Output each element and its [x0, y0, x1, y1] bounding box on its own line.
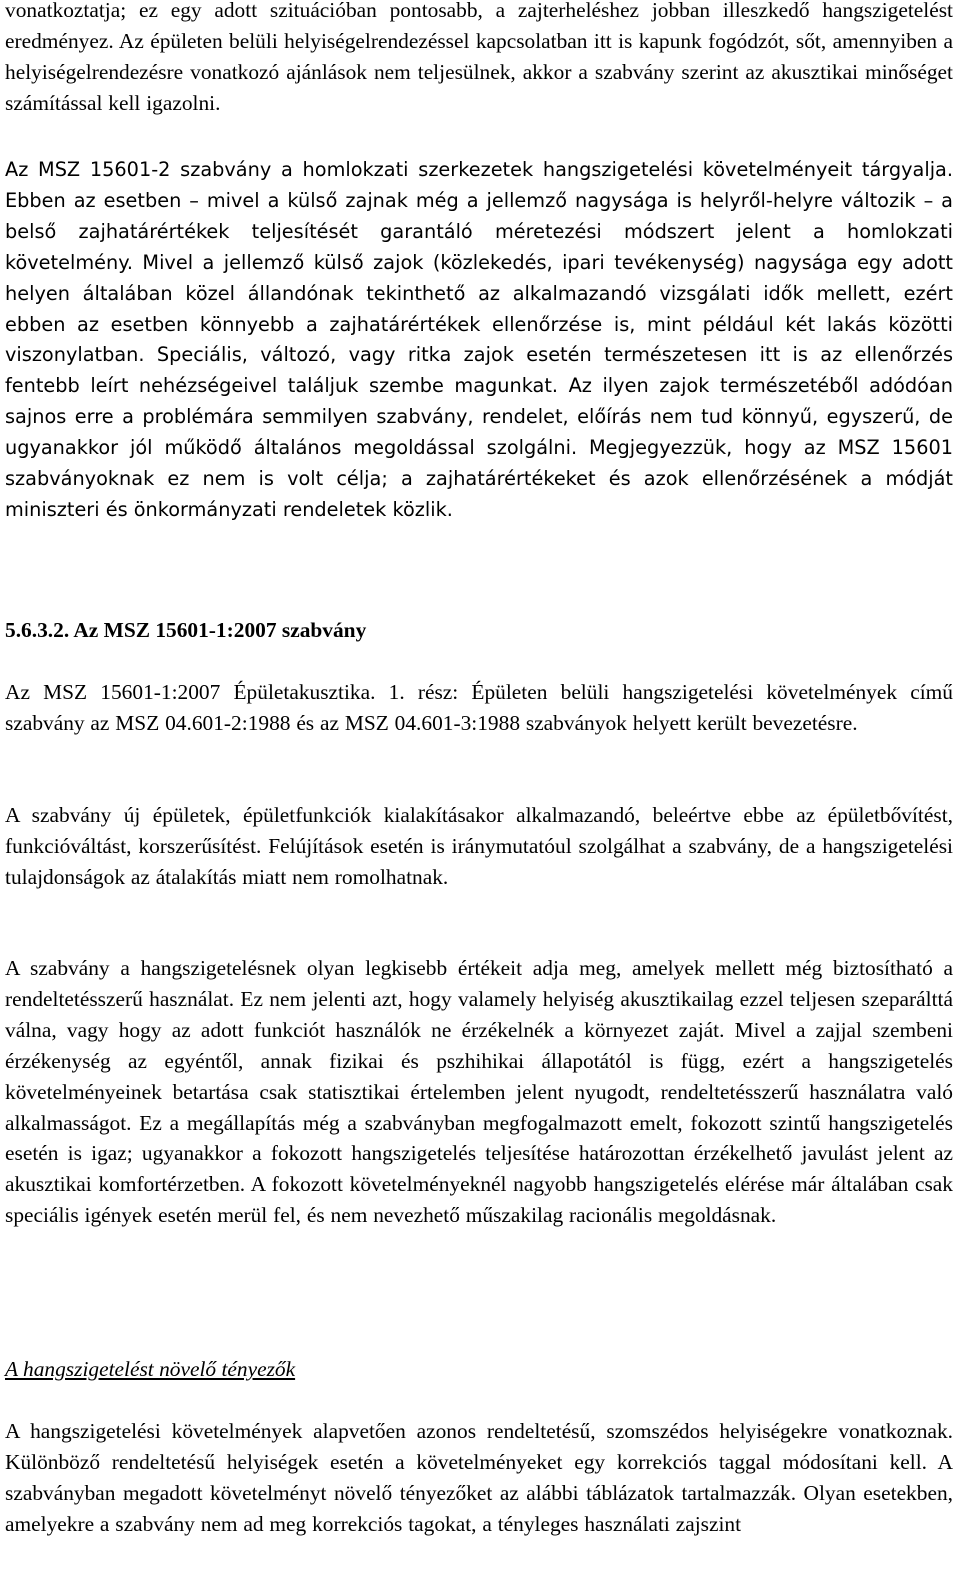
- body-paragraph: Az MSZ 15601-1:2007 Épületakusztika. 1. rész: Épületen belüli hangszigetelési követelmények című szabvány az MSZ 04.601-2:1988 és az MSZ 04.601-3:1988 szabványok helyett került bevezetésre.: [5, 680, 953, 735]
- section-heading: 5.6.3.2. Az MSZ 15601-1:2007 szabvány: [5, 618, 367, 642]
- body-paragraph: Az MSZ 15601-2 szabvány a homlokzati szerkezetek hangszigetelési követelményeit tárgyalja. Ebben az esetben – mivel a külső zajnak még a jellemző nagysága is helyről-helyre változik – a belső zajhatárértékek teljesítését garantáló méretezési módszert jelent a homlokzati követelmény. Mivel a jellemző külső zajok (közlekedés, ipari tevékenység) nagysága egy adott helyen általában közel állandónak tekinthető az alkalmazandó vizsgálati idők mellett, ezért ebben az esetben könnyebb a zajhatárértékek ellenőrzése is, mint például két lakás közötti viszonylatban. Speciális, változó, vagy ritka zajok esetén természetesen itt is az ellenőrzés fentebb leírt nehézségeivel találjuk szembe magunkat. Az ilyen zajok természetéből adódóan sajnos erre a problémára semmilyen szabvány, rendelet, előírás nem tud könnyű, egyszerű, de ugyanakkor jól működő általános megoldással szolgálni. Megjegyezzük, hogy az MSZ 15601 szabványoknak ez nem is volt célja; a zajhatárértékeket és azok ellenőrzésének a módját miniszteri és önkormányzati rendeletek közlik.: [5, 158, 953, 521]
- body-paragraph: A szabvány új épületek, épületfunkciók kialakításakor alkalmazandó, beleértve ebbe az épületbővítést, funkcióváltást, korszerűsítést. Felújítások esetén is iránymutatóul szolgálhat a szabvány, de a hangszigetelési tulajdonságok az átalakítás miatt nem romolhatnak.: [5, 803, 953, 889]
- subheading: A hangszigetelést növelő tényezők: [5, 1357, 296, 1381]
- body-paragraph: vonatkoztatja; ez egy adott szituációban pontosabb, a zajterheléshez jobban illeszkedő hangszigetelést eredményez. Az épületen belüli helyiségelrendezéssel kapcsolatban itt is kapunk fogódzót, sőt, amennyiben a helyiségelrendezésre vonatkozó ajánlások nem teljesülnek, akkor a szabvány szerint az akusztikai minőséget számítással kell igazolni.: [5, 0, 953, 115]
- body-paragraph: A szabvány a hangszigetelésnek olyan legkisebb értékeit adja meg, amelyek mellett még biztosítható a rendeltetésszerű használat. Ez nem jelenti azt, hogy valamely helyiség akusztikailag ezzel teljesen szeparálttá válna, vagy hogy az adott funkciót használók ne érzékelnék a környezet zaját. Mivel a zajjal szembeni érzékenység az egyéntől, annak fizikai és pszhihikai állapotától is függ, ezért a hangszigetelés követelményeinek betartása csak statisztikai értelemben jelent nyugodt, rendeltetésszerű használatra való alkalmasságot. Ez a megállapítás még a szabványban megfogalmazott emelt, fokozott szintű hangszigetelés esetén is igaz; ugyanakkor a fokozott hangszigetelés teljesítése határozottan érzékelhető javulást jelent az akusztikai komfortérzetben. A fokozott követelményeknél nagyobb hangszigetelés elérése már általában csak speciális igények esetén merül fel, és nem nevezhető műszakilag racionális megoldásnak.: [5, 956, 953, 1228]
- body-paragraph: A hangszigetelési követelmények alapvetően azonos rendeltetésű, szomszédos helyiségekre vonatkoznak. Különböző rendeltetésű helyiségek esetén a követelményeket egy korrekciós taggal módosítani kell. A szabványban megadott követelményt növelő tényezőket az alábbi táblázatok tartalmazzák. Olyan esetekben, amelyekre a szabvány nem ad meg korrekciós tagokat, a tényleges használati zajszint: [5, 1419, 953, 1536]
